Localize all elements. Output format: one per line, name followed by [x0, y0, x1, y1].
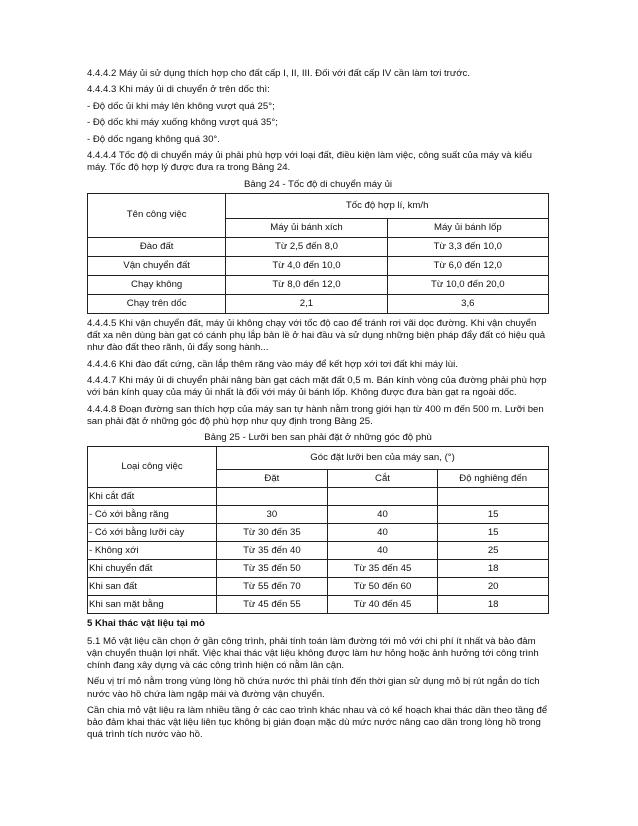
clause-5-1: 5.1 Mỏ vật liệu cần chọn ở gần công trình, phải tính toán làm đường tới mỏ với chi phí ít nhất và bảo đảm vận chuyển thuận lợi nhất. Việc khai thác vật liệu không được làm hư hỏng hoặc ảnh hưởng tới công trình chính đang xây dựng và các công trình hiện có nằm lân cận.: [87, 635, 539, 671]
table-cell-cut: Từ 40 đến 45: [327, 596, 438, 614]
mining-tiers-paragraph: Cần chia mỏ vật liệu ra làm nhiều tầng ở các cao trình khác nhau và có kế hoạch khai thác dần theo tầng để bảo đảm khai thác vật liệu liên tục không bị gián đoạn mặc dù mức nước nâng cao dần trong lòng hồ trong quá trình tích nước vào hồ.: [87, 704, 548, 741]
slope-up-limit: - Độ dốc ủi khi máy lên không vượt quá 25°;: [87, 100, 275, 112]
table-row: [88, 294, 549, 313]
table-cell-tilt: 15: [438, 524, 549, 542]
table-25-sub-cut: Cắt: [327, 470, 438, 488]
table-25-sub-tilt: Độ nghiêng đến: [438, 470, 549, 488]
table-cell-work: Khi cắt đất: [88, 488, 217, 506]
table-row: [88, 237, 549, 256]
clause-4-4-4-8: 4.4.4.8 Đoạn đường san thích hợp của máy san tự hành nằm trong giới hạn từ 400 m đến 500 m. Lưỡi ben san phải đặt ở những góc độ phù hợp như quy định trong Bảng 25.: [87, 403, 544, 427]
table-cell-place: [217, 488, 328, 506]
table-cell-tracked: Từ 8,0 đến 12,0: [226, 275, 387, 294]
table-row: [88, 275, 549, 294]
table-24-caption: Bảng 24 - Tốc độ di chuyển máy ủi: [243, 178, 393, 190]
clause-4-4-4-5: 4.4.4.5 Khi vận chuyển đất, máy ủi không chạy với tốc độ cao để tránh rơi vãi dọc đường. Khi vận chuyển đất xa nên dùng bàn gạt có cánh phụ lắp bản lề ở hai đầu và sử dụng những biện pháp đẩy đất có hiệu quả như đào đất theo rãnh, ủi đẩy song hành...: [87, 317, 546, 354]
table-row: [88, 560, 549, 578]
table-25-col-angle: Góc đặt lưỡi ben của máy san, (°): [217, 447, 549, 470]
table-cell-wheeled: 3,6: [387, 294, 548, 313]
table-cell-cut: 40: [327, 542, 438, 560]
section-5-title: 5 Khai thác vật liệu tại mỏ: [87, 618, 205, 630]
table-row: [88, 524, 549, 542]
clause-4-4-4-6: 4.4.4.6 Khi đào đất cứng, cần lắp thêm răng vào máy để kết hợp xới tơi đất khi máy lùi.: [87, 358, 458, 370]
table-cell-work: Khi san đất: [88, 578, 217, 596]
table-cell-wheeled: Từ 3,3 đến 10,0: [387, 237, 548, 256]
table-cell-place: 30: [217, 506, 328, 524]
table-cell-work: Khi chuyển đất: [88, 560, 217, 578]
table-24-col-work: Tên công việc: [88, 193, 226, 237]
table-cell-cut: [327, 488, 438, 506]
table-row: [88, 578, 549, 596]
clause-4-4-4-7: 4.4.4.7 Khi máy ủi di chuyển phải nâng bàn gạt cách mặt đất 0,5 m. Bán kính vòng của đường phải phù hợp với bán kính quay của máy ủi nhất là đối với máy ủi bánh lốp. Không được đưa bàn gạt ra ngoài dốc.: [87, 374, 547, 399]
table-row: [88, 506, 549, 524]
table-24-col-speed: Tốc độ hợp lí, km/h: [226, 193, 549, 218]
table-cell-place: Từ 35 đến 40: [217, 542, 328, 560]
table-cell-cut: 40: [327, 506, 438, 524]
table-cell-cut: 40: [327, 524, 438, 542]
table-cell-tilt: 18: [438, 596, 549, 614]
table-25-caption: Bảng 25 - Lưỡi ben san phải đặt ở những góc độ phù: [204, 432, 432, 444]
table-25-sub-place: Đặt: [217, 470, 328, 488]
table-cell-tracked: Từ 4,0 đến 10,0: [226, 256, 387, 275]
table-cell-tilt: 15: [438, 506, 549, 524]
table-cell-tracked: 2,1: [226, 294, 387, 313]
table-row: [88, 596, 549, 614]
table-cell-wheeled: Từ 6,0 đến 12,0: [387, 256, 548, 275]
table-cell-wheeled: Từ 10,0 đến 20,0: [387, 275, 548, 294]
table-cell-place: Từ 55 đến 70: [217, 578, 328, 596]
table-cell-work: - Có xới bằng răng: [88, 506, 217, 524]
table-cell-work: Chạy trên dốc: [88, 294, 226, 313]
table-cell-tilt: 18: [438, 560, 549, 578]
table-row: [88, 488, 549, 506]
table-cell-place: Từ 45 đến 55: [217, 596, 328, 614]
table-cell-work: Vận chuyển đất: [88, 256, 226, 275]
table-25-col-work: Loại công việc: [88, 447, 217, 488]
table-cell-tracked: Từ 2,5 đến 8,0: [226, 237, 387, 256]
table-24-sub-tracked: Máy ủi bánh xích: [226, 218, 387, 237]
table-cell-place: Từ 35 đến 50: [217, 560, 328, 578]
table-cell-tilt: 25: [438, 542, 549, 560]
table-cell-work: Đào đất: [88, 237, 226, 256]
table-cell-place: Từ 30 đến 35: [217, 524, 328, 542]
table-24-header-row: [88, 193, 549, 218]
table-cell-work: Chạy không: [88, 275, 226, 294]
clause-4-4-4-3: 4.4.4.3 Khi máy ủi di chuyển ở trên dốc thì:: [87, 84, 270, 96]
table-cell-work: Khi san mặt bằng: [88, 596, 217, 614]
clause-4-4-4-2: 4.4.4.2 Máy ủi sử dụng thích hợp cho đất cấp I, II, III. Đối với đất cấp IV cần làm tơi trước.: [87, 68, 471, 79]
slope-down-limit: - Độ dốc khi máy xuống không vượt quá 35°;: [87, 117, 278, 129]
table-row: [88, 542, 549, 560]
table-cell-work: - Không xới: [88, 542, 217, 560]
table-cell-cut: Từ 50 đến 60: [327, 578, 438, 596]
reservoir-paragraph: Nếu vị trí mỏ nằm trong vùng lòng hồ chứa nước thì phải tính đến thời gian sử dụng mỏ bị rút ngắn do tích nước vào hồ chứa làm ngập mái và đường vận chuyển.: [87, 676, 540, 700]
table-cell-work: - Có xới bằng lưỡi cày: [88, 524, 217, 542]
table-row: [88, 256, 549, 275]
table-24-sub-wheeled: Máy ủi bánh lốp: [387, 218, 548, 237]
slope-cross-limit: - Độ dốc ngang không quá 30°.: [87, 133, 220, 145]
document-page: [87, 68, 549, 746]
clause-4-4-4-4: 4.4.4.4 Tốc độ di chuyển máy ủi phải phù hợp với loại đất, điều kiện làm việc, công suất của máy và kiểu máy. Tốc độ hợp lý được đưa ra trong Bảng 24.: [87, 149, 532, 174]
table-24: [87, 193, 549, 314]
table-25: [87, 446, 549, 614]
table-25-header-row: [88, 447, 549, 470]
table-cell-tilt: 20: [438, 578, 549, 596]
table-cell-cut: Từ 35 đến 45: [327, 560, 438, 578]
table-cell-tilt: [438, 488, 549, 506]
